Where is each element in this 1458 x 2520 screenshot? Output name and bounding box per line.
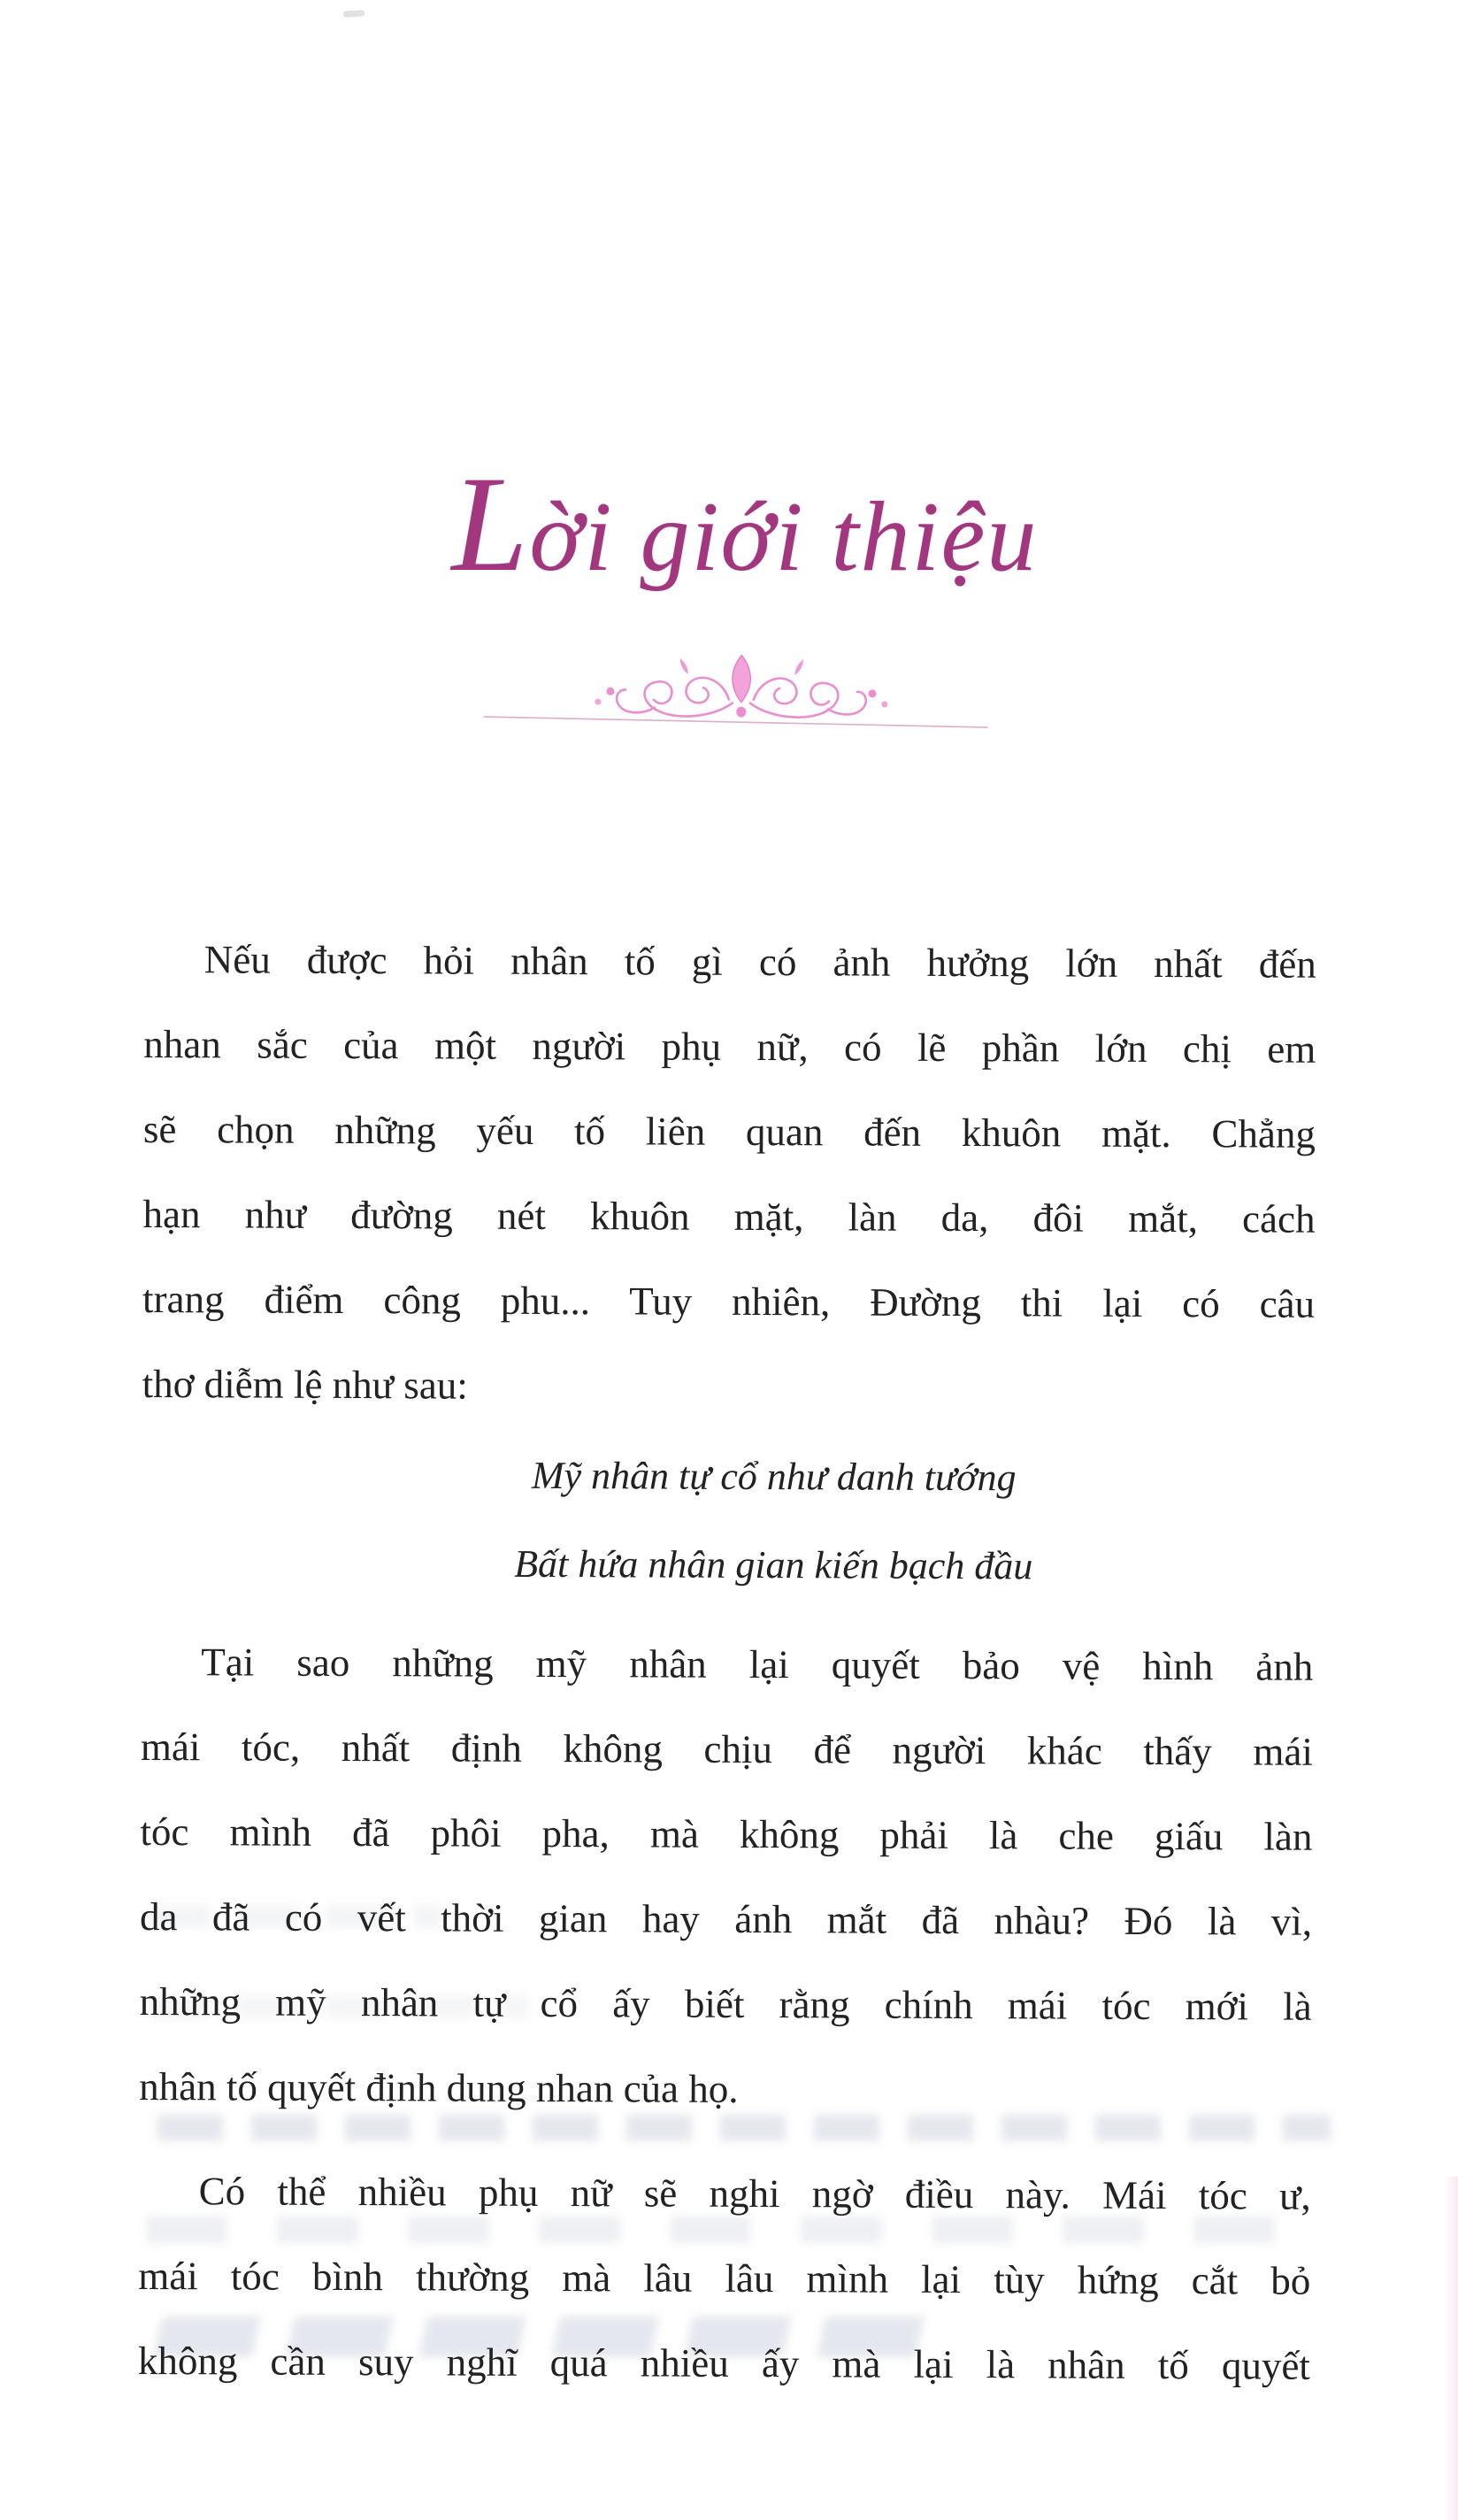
ornament-petal [733, 656, 751, 703]
body-line: Tại sao những mỹ nhân lại quyết bảo vệ hình ảnh [201, 1640, 1314, 1689]
body-line: mái tóc, nhất định không chịu để người khác thấy mái [140, 1724, 1314, 1774]
ornament-divider [478, 644, 1009, 737]
body-text [138, 917, 1316, 2409]
poem-line: Mỹ nhân tự cổ như danh tướng [531, 1453, 1017, 1500]
paragraph-2 [139, 1619, 1314, 2134]
body-line: tóc mình đã phôi pha, mà không phải là che giấu làn [140, 1809, 1313, 1859]
body-line: không cần suy nghĩ quá nhiều ấy mà lại là nhân tố quyết [137, 2338, 1310, 2388]
ornament-left-scroll [617, 677, 733, 717]
poem-quote [188, 1430, 1361, 1612]
paragraph-3 [138, 2148, 1311, 2409]
ornament-left-dot [606, 688, 614, 695]
body-line: nhan sắc của một người phụ nữ, có lẽ phần lớn chị em [143, 1021, 1316, 1072]
body-line: sẽ chọn những yếu tố liên quan đến khuôn mặt. Chẳng [142, 1106, 1316, 1156]
body-line: da đã có vết thời gian hay ánh mắt đã nhàu? Đó là vì, [139, 1894, 1313, 1944]
page-title: Lời giới thiệu [451, 449, 1039, 600]
body-line: trang điểm công phu... Tuy nhiên, Đường thi lại có câu [142, 1276, 1316, 1326]
ornament-center-dot [736, 707, 746, 718]
body-line: thơ diễm lệ như sau: [142, 1361, 468, 1408]
ornament-right-scroll [750, 658, 888, 718]
paragraph-1 [142, 917, 1316, 1432]
ornament-rule-line [484, 717, 988, 727]
body-line: nhân tố quyết định dung nhan của họ. [139, 2063, 739, 2111]
body-line: Có thể nhiều phụ nữ sẽ nghi ngờ điều này. Mái tóc ư, [198, 2169, 1311, 2218]
poem-line: Bất hứa nhân gian kiến bạch đầu [514, 1541, 1033, 1588]
scan-edge-tint [1444, 2177, 1458, 2520]
scan-speck [343, 10, 364, 17]
body-line: hạn như đường nét khuôn mặt, làn da, đôi mắt, cách [142, 1191, 1316, 1241]
ornament-left-outer-dot [595, 699, 601, 705]
body-line: những mỹ nhân tự cổ ấy biết rằng chính mái tóc mới là [139, 1978, 1312, 2029]
body-line: Nếu được hỏi nhân tố gì có ảnh hưởng lớn nhất đến [203, 937, 1316, 987]
ornament-left-teardrop [678, 657, 690, 675]
body-line: mái tóc bình thường mà lâu lâu mình lại tùy hứng cắt bỏ [138, 2253, 1311, 2303]
